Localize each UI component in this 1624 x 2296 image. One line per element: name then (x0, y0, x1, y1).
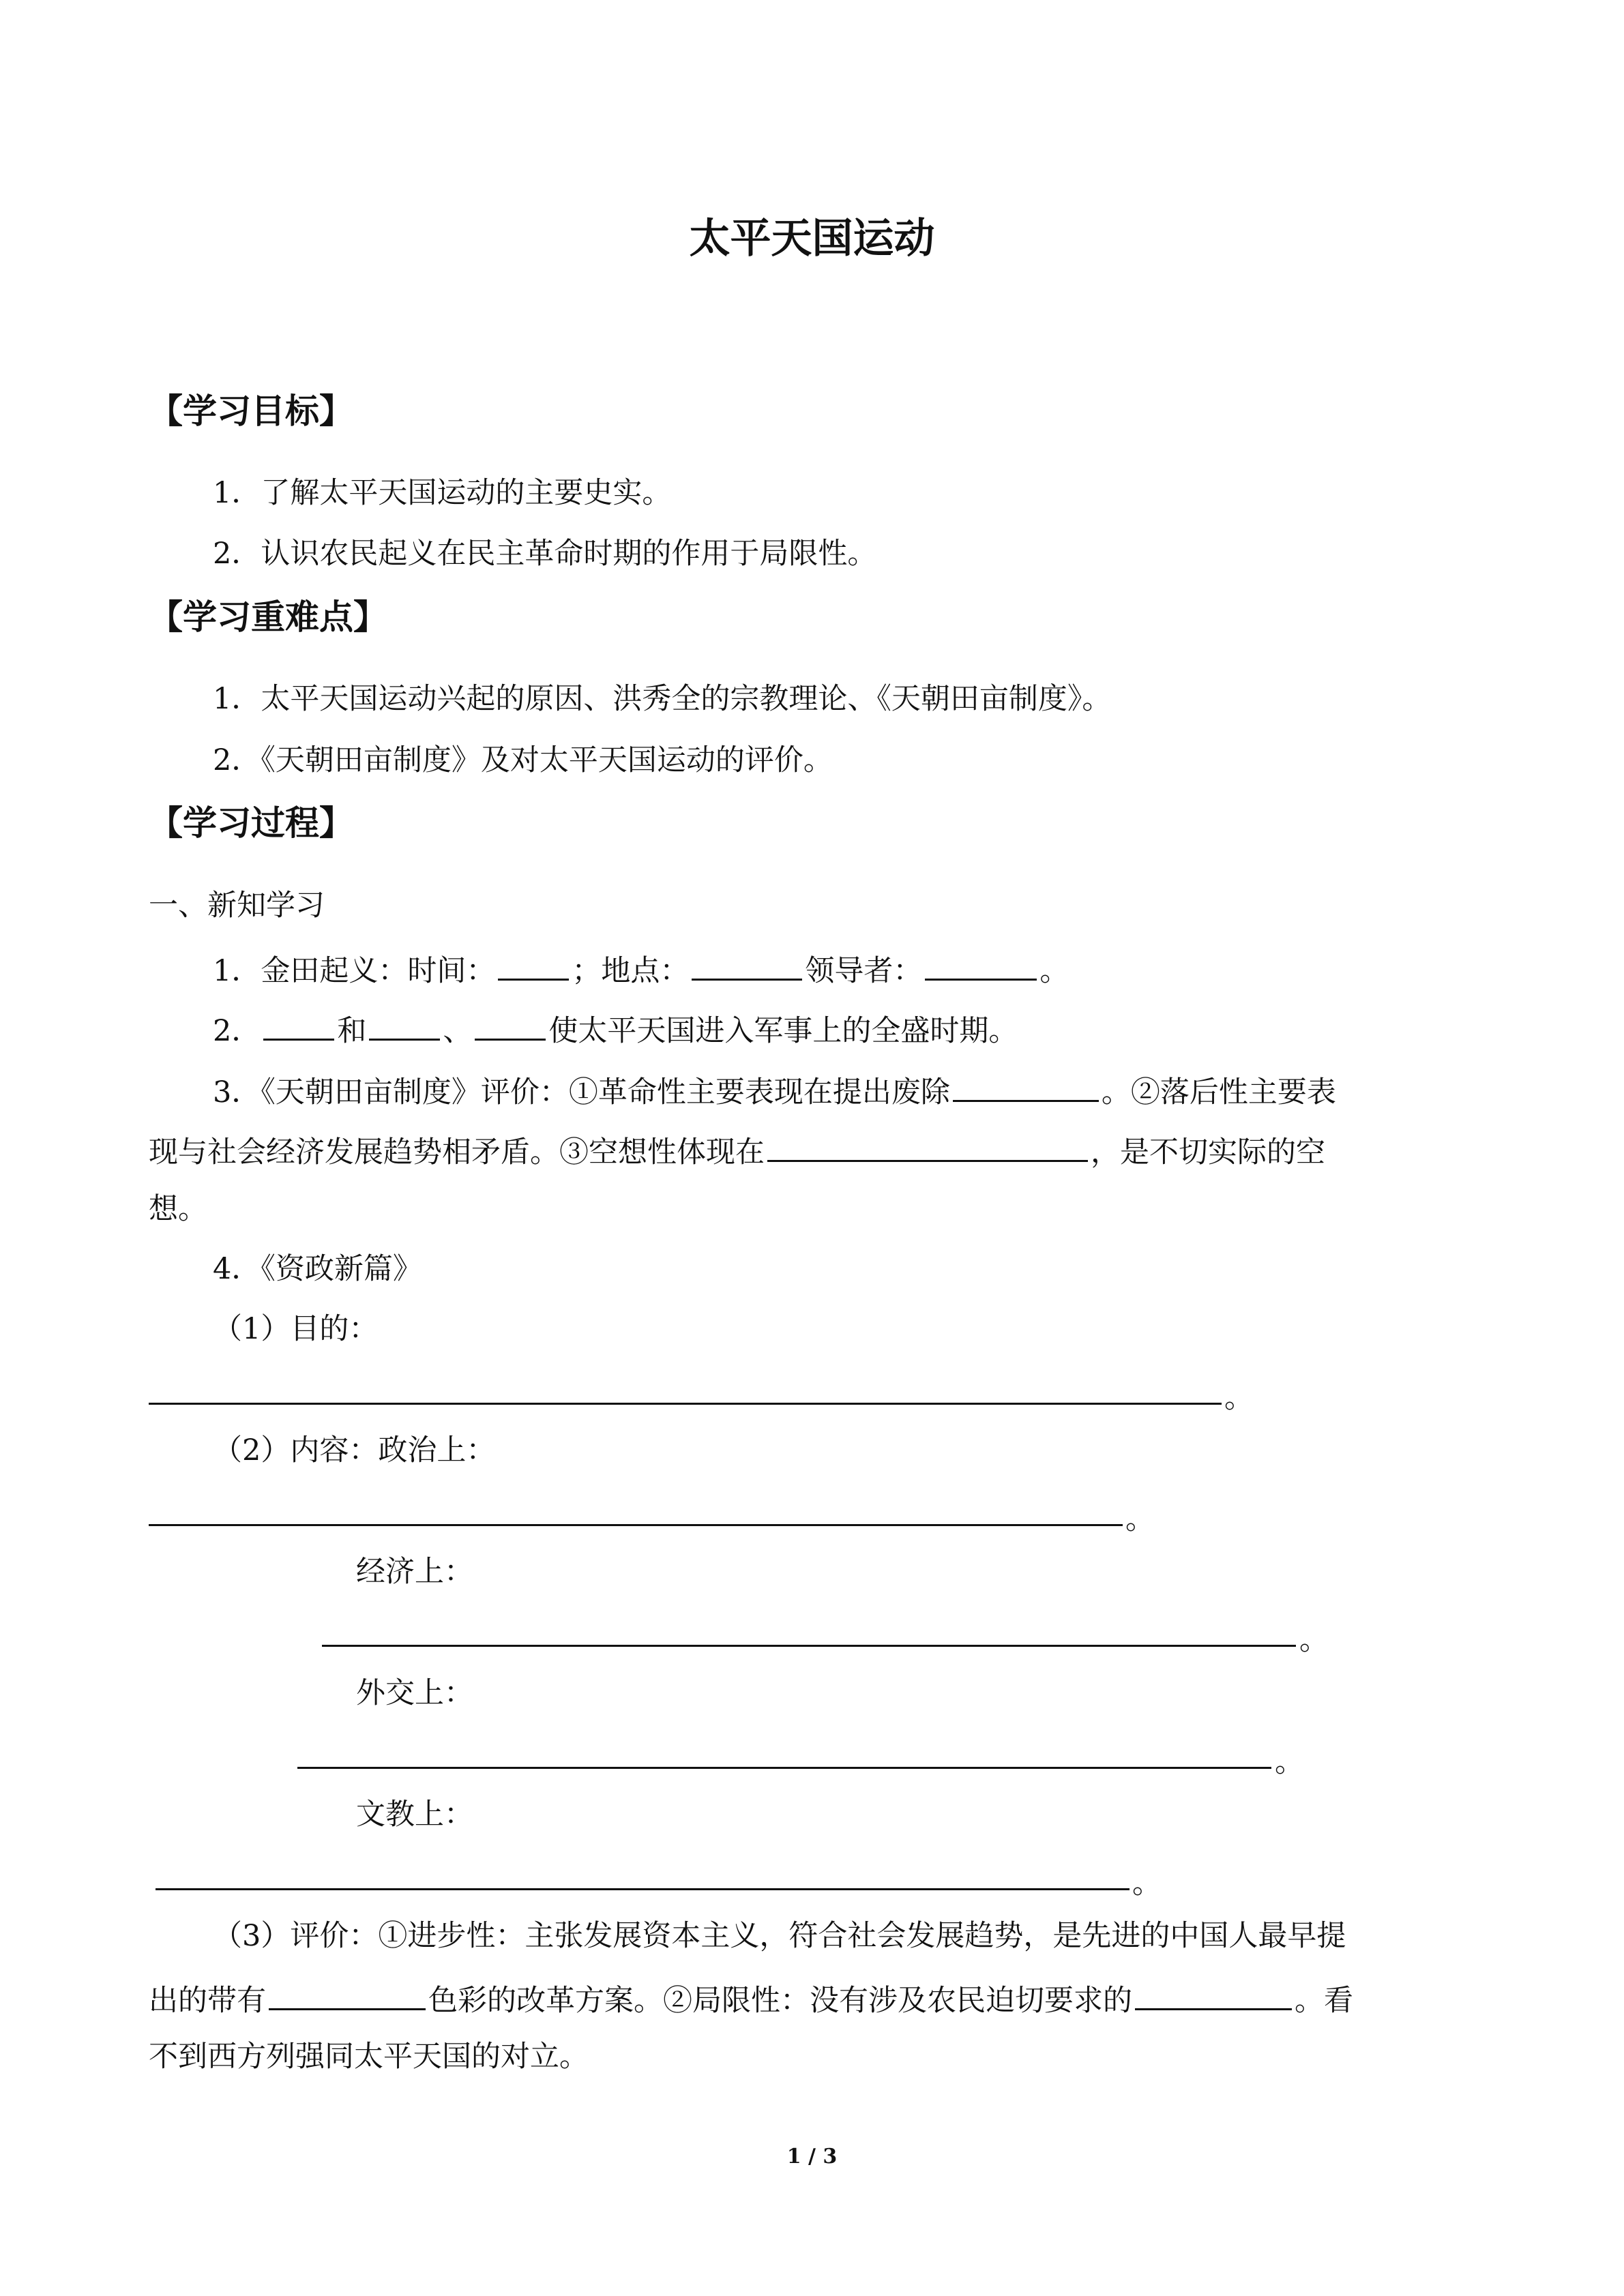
q4-culture-label: 文教上： (356, 1798, 473, 1832)
q4-content-politics-label: （2）内容：政治上： (213, 1433, 496, 1467)
q3-line1-a: 3．《天朝田亩制度》评价：①革命性主要表现在提出废除 (213, 1075, 950, 1109)
blank-color[interactable] (269, 1982, 426, 2010)
answer-line-diplomacy[interactable] (297, 1767, 1271, 1769)
heading-process: 【学习过程】 (149, 803, 353, 843)
blank-utopian[interactable] (767, 1134, 1088, 1162)
eval-line2-a: 出的带有 (149, 1984, 266, 2018)
q4-evaluation-line-2 (149, 1982, 1353, 2016)
question-4-title: 4．《资政新篇》 (213, 1252, 422, 1286)
period-purpose: 。 (1224, 1381, 1254, 1415)
question-3-line-3: 想。 (149, 1192, 207, 1226)
question-1 (213, 953, 1069, 986)
answer-line-culture[interactable] (156, 1888, 1130, 1890)
q4-diplomacy-label: 外交上： (356, 1676, 473, 1710)
answer-line-purpose[interactable] (149, 1403, 1222, 1405)
question-3-line-2 (149, 1134, 1325, 1167)
q2-rest: 使太平天国进入军事上的全盛时期。 (548, 1014, 1018, 1048)
q1-sep2: 领导者： (805, 954, 923, 988)
key-point-1: 1．太平天国运动兴起的原因、洪秀全的宗教理论、《天朝田亩制度》。 (213, 682, 1112, 716)
q1-prefix: 1．金田起义：时间： (213, 954, 496, 988)
period-culture: 。 (1132, 1866, 1162, 1900)
blank-battle-2[interactable] (369, 1013, 440, 1041)
goal-item-1: 1．了解太平天国运动的主要史实。 (213, 476, 672, 510)
blank-abolish[interactable] (953, 1074, 1099, 1102)
period-diplomacy: 。 (1275, 1745, 1304, 1779)
q4-evaluation-line-1: （3）评价：①进步性：主张发展资本主义，符合社会发展趋势，是先进的中国人最早提 (213, 1919, 1346, 1953)
eval-line2-b: 色彩的改革方案。②局限性：没有涉及农民迫切要求的 (428, 1984, 1132, 2018)
answer-line-economy[interactable] (322, 1645, 1296, 1647)
part-new-knowledge: 一、新知学习 (149, 889, 325, 923)
blank-time[interactable] (498, 953, 569, 981)
q2-comma: 、 (443, 1014, 473, 1048)
blank-place[interactable] (692, 953, 802, 981)
page-number: 1 / 3 (786, 2145, 838, 2168)
blank-peasant-demand[interactable] (1135, 1982, 1292, 2010)
q3-line2-a: 现与社会经济发展趋势相矛盾。③空想性体现在 (149, 1135, 765, 1169)
question-3-line-1 (213, 1074, 1336, 1107)
blank-battle-3[interactable] (475, 1013, 546, 1041)
q1-end: 。 (1039, 954, 1069, 988)
eval-line2-c: 。看 (1295, 1984, 1353, 2018)
q4-evaluation-line-3: 不到西方列强同太平天国的对立。 (149, 2040, 589, 2074)
period-politics: 。 (1125, 1502, 1155, 1536)
heading-goals: 【学习目标】 (149, 391, 353, 431)
q2-and: 和 (337, 1014, 367, 1048)
q2-prefix: 2． (213, 1014, 261, 1048)
q1-sep1: ；地点： (572, 954, 690, 988)
goal-item-2: 2．认识农民起义在民主革命时期的作用于局限性。 (213, 537, 877, 571)
q4-economy-label: 经济上： (356, 1555, 473, 1589)
blank-battle-1[interactable] (263, 1013, 334, 1041)
page-title: 太平天国运动 (689, 215, 935, 263)
q3-line2-b: ，是不切实际的空 (1091, 1135, 1325, 1169)
q4-purpose-label: （1）目的： (213, 1312, 379, 1346)
key-point-2: 2．《天朝田亩制度》及对太平天国运动的评价。 (213, 743, 833, 777)
answer-line-politics[interactable] (149, 1524, 1123, 1526)
period-economy: 。 (1299, 1623, 1329, 1657)
question-2 (213, 1013, 1018, 1046)
q3-line1-b: 。②落后性主要表 (1101, 1075, 1336, 1109)
blank-leader[interactable] (925, 953, 1037, 981)
heading-key-points: 【学习重难点】 (149, 597, 387, 637)
